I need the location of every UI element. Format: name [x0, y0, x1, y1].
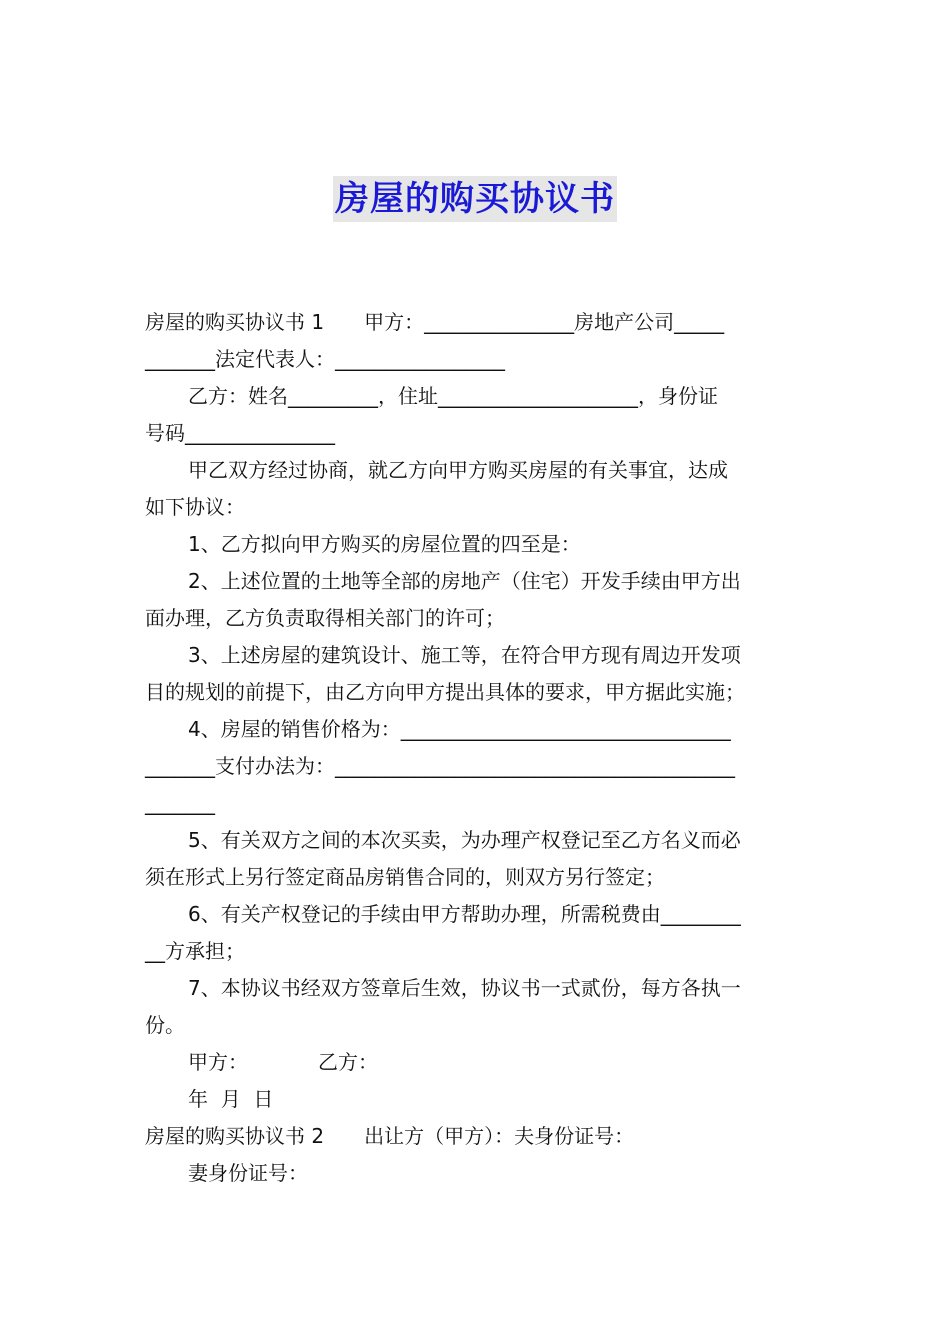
- body-line: 1、乙方拟向甲方购买的房屋位置的四至是：: [188, 532, 581, 556]
- body-line: 面办理，乙方负责取得相关部门的许可；: [145, 606, 505, 630]
- document-title: 房屋的购买协议书: [333, 176, 617, 222]
- body-line: 号码_______________: [145, 421, 335, 445]
- body-line: 房屋的购买协议书 2 出让方（甲方）：夫身份证号：: [145, 1124, 635, 1148]
- title-block: [0, 176, 950, 222]
- body-line: 5、有关双方之间的本次买卖，为办理产权登记至乙方名义而必: [188, 828, 741, 852]
- body-line: 妻身份证号：: [188, 1161, 308, 1185]
- body-line: 房屋的购买协议书 1 甲方：_______________房地产公司_____: [145, 310, 725, 334]
- body-line: 4、房屋的销售价格为：_________________________________: [188, 717, 731, 741]
- date-line: 年 月 日: [188, 1087, 274, 1111]
- document-body: [145, 304, 810, 1192]
- body-line: __方承担；: [145, 939, 245, 963]
- body-line: 如下协议：: [145, 495, 245, 519]
- body-line: 甲乙双方经过协商，就乙方向甲方购买房屋的有关事宜，达成: [188, 458, 728, 482]
- body-line: 6、有关产权登记的手续由甲方帮助办理，所需税费由________: [188, 902, 741, 926]
- body-line: 乙方：姓名_________，住址____________________，身份证: [188, 384, 718, 408]
- body-line: 目的规划的前提下，由乙方向甲方提出具体的要求，甲方据此实施；: [145, 680, 745, 704]
- body-line: 7、本协议书经双方签章后生效，协议书一式贰份，每方各执一: [188, 976, 741, 1000]
- body-line: 3、上述房屋的建筑设计、施工等，在符合甲方现有周边开发项: [188, 643, 741, 667]
- body-line: 须在形式上另行签定商品房销售合同的，则双方另行签定；: [145, 865, 665, 889]
- body-line: 2、上述位置的土地等全部的房地产（住宅）开发手续由甲方出: [188, 569, 741, 593]
- body-line: _______: [145, 791, 215, 815]
- signature-line: 甲方： 乙方：: [188, 1050, 378, 1074]
- body-line: _______法定代表人：_________________: [145, 347, 505, 371]
- body-line: 份。: [145, 1013, 185, 1037]
- body-line: _______支付办法为：________________________________________: [145, 754, 735, 778]
